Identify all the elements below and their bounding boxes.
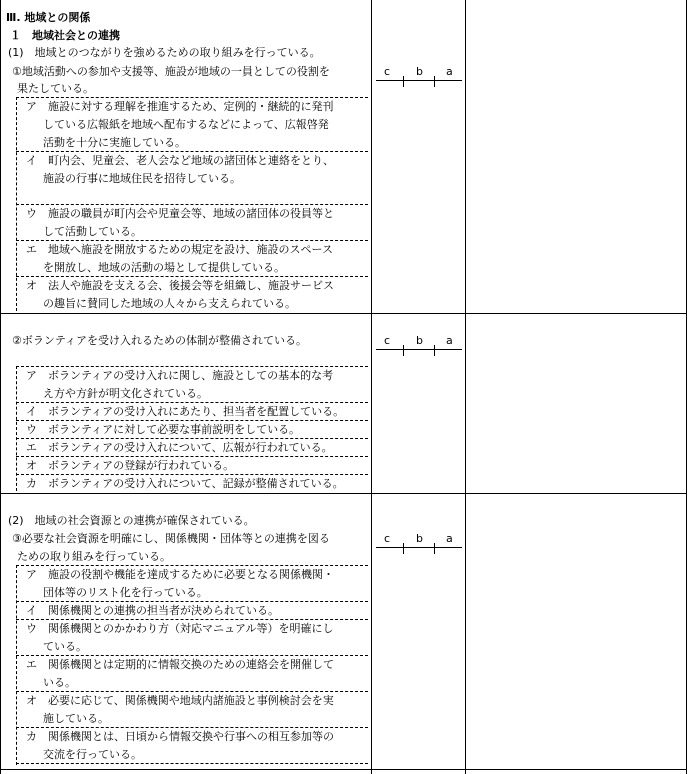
item-1-e-line-1: オ 法人や施設を支える会、後援会等を組織し、施設サービス xyxy=(26,279,334,292)
rating-b[interactable]: b xyxy=(416,334,423,347)
rating-tick xyxy=(434,345,435,356)
item-3-a-line-1: ア 施設の役割や機能を達成するために必要となる関係機関・ xyxy=(26,568,334,581)
item-divider xyxy=(16,456,368,457)
item-3-f-line-2: 交流を行っている。 xyxy=(43,748,142,761)
item-3-b: イ 関係機関との連携の担当者が決められている。 xyxy=(26,604,279,617)
rating-bar xyxy=(376,349,462,350)
rating-a[interactable]: a xyxy=(446,65,453,78)
question-2-line-1: ②ボランティアを受け入れるための体制が整備されている。 xyxy=(12,334,307,347)
item-divider xyxy=(16,474,368,475)
item-2-a-line-2: え方や方針が明文化されている。 xyxy=(43,387,208,400)
item-divider xyxy=(16,655,368,656)
section-subtitle: １ 地域社会との連携 xyxy=(10,29,120,42)
rating-c[interactable]: c xyxy=(384,532,391,545)
item-divider xyxy=(16,420,368,421)
item-1-a-line-1: ア 施設に対する理解を推進するため、定例的・継続的に発刊 xyxy=(26,100,334,113)
item-divider xyxy=(16,438,368,439)
item-divider xyxy=(16,204,368,205)
rating-b[interactable]: b xyxy=(416,532,423,545)
rating-scale-2[interactable] xyxy=(376,334,462,358)
rating-tick xyxy=(403,543,404,554)
item-divider xyxy=(16,763,368,764)
row-divider-1 xyxy=(0,313,687,314)
rating-c[interactable]: c xyxy=(384,334,391,347)
item-divider xyxy=(16,97,368,98)
item-1-d-line-2: を開放し、地域の活動の場として提供している。 xyxy=(43,261,285,274)
item-divider xyxy=(16,366,368,367)
item-1-b-line-2: 施設の行事に地域住民を招待している。 xyxy=(43,172,241,185)
item-3-f-line-1: カ 関係機関とは、日頃から情報交換や行事への相互参加等の xyxy=(26,730,334,743)
item-1-a-line-2: している広報紙を地域へ配布するなどによって、広報啓発 xyxy=(43,118,329,131)
bottom-border xyxy=(0,769,687,770)
rating-scale-3[interactable] xyxy=(376,532,462,556)
item-3-c-line-2: ている。 xyxy=(43,640,87,653)
item-divider xyxy=(16,565,368,566)
item-1-b-line-1: イ 町内会、児童会、老人会など地域の諸団体と連絡をとり、 xyxy=(26,154,334,167)
left-border xyxy=(0,0,1,774)
item-divider xyxy=(16,601,368,602)
item-1-d-line-1: エ 地域へ施設を開放するための規定を設け、施設のスペース xyxy=(26,243,334,256)
right-border xyxy=(686,0,687,774)
column-divider-1 xyxy=(371,0,372,774)
rating-tick xyxy=(403,76,404,87)
question-3-line-1: ③必要な社会資源を明確にし、関係機関・団体等との連携を図る xyxy=(12,532,330,545)
question-1-line-2: 果たしている。 xyxy=(17,82,94,95)
rating-bar xyxy=(376,547,462,548)
item-1-e-line-2: の趣旨に賛同した地域の人々から支えられている。 xyxy=(43,297,296,310)
rating-b[interactable]: b xyxy=(416,65,423,78)
item-2-b: イ ボランティアの受け入れにあたり、担当者を配置している。 xyxy=(26,405,345,418)
item-1-c-line-2: して活動している。 xyxy=(43,225,142,238)
item-divider xyxy=(16,402,368,403)
rating-c[interactable]: c xyxy=(384,65,391,78)
criterion-heading-1: (1) 地域とのつながりを強めるための取り組みを行っている。 xyxy=(8,46,321,59)
item-2-a-line-1: ア ボランティアの受け入れに関し、施設としての基本的な考 xyxy=(26,369,334,382)
rating-a[interactable]: a xyxy=(446,532,453,545)
item-divider xyxy=(16,276,368,277)
criterion-heading-2: (2) 地域の社会資源との連携が確保されている。 xyxy=(8,514,255,527)
rating-tick xyxy=(403,345,404,356)
item-1-a-line-3: 活動を十分に実施している。 xyxy=(43,136,186,149)
column-divider-2 xyxy=(465,0,466,774)
section-title: Ⅲ. 地域との関係 xyxy=(6,11,91,24)
item-3-d-line-1: エ 関係機関とは定期的に情報交換のための連絡会を開催して xyxy=(26,658,334,671)
item-divider xyxy=(16,619,368,620)
item-3-d-line-2: いる。 xyxy=(43,676,76,689)
item-2-f: カ ボランティアの受け入れについて、記録が整備されている。 xyxy=(26,477,344,490)
question-1-line-1: ①地域活動への参加や支援等、施設が地域の一員としての役割を xyxy=(12,65,330,78)
rating-tick xyxy=(434,543,435,554)
item-3-c-line-1: ウ 関係機関とのかかわり方（対応マニュアル等）を明確にし xyxy=(26,622,334,635)
rating-scale-1[interactable] xyxy=(376,65,462,89)
item-divider xyxy=(16,727,368,728)
item-2-c: ウ ボランティアに対して必要な事前説明をしている。 xyxy=(26,423,301,436)
row-divider-2 xyxy=(0,493,687,494)
item-3-e-line-2: 施している。 xyxy=(43,712,109,725)
item-2-e: オ ボランティアの登録が行われている。 xyxy=(26,459,235,472)
item-3-a-line-2: 団体等のリスト化を行っている。 xyxy=(43,586,208,599)
items-box-2 xyxy=(16,366,17,491)
item-2-d: エ ボランティアの受け入れについて、広報が行われている。 xyxy=(26,441,333,454)
item-3-e-line-1: オ 必要に応じて、関係機関や地域内諸施設と事例検討会を実 xyxy=(26,694,334,707)
item-1-c-line-1: ウ 施設の職員が町内会や児童会等、地域の諸団体の役員等と xyxy=(26,207,334,220)
items-box-3 xyxy=(16,565,17,765)
rating-tick xyxy=(434,76,435,87)
question-3-line-2: ための取り組みを行っている。 xyxy=(17,550,171,563)
rating-a[interactable]: a xyxy=(446,334,453,347)
item-divider xyxy=(16,691,368,692)
item-divider xyxy=(16,240,368,241)
rating-bar xyxy=(376,80,462,81)
item-divider xyxy=(16,151,368,152)
